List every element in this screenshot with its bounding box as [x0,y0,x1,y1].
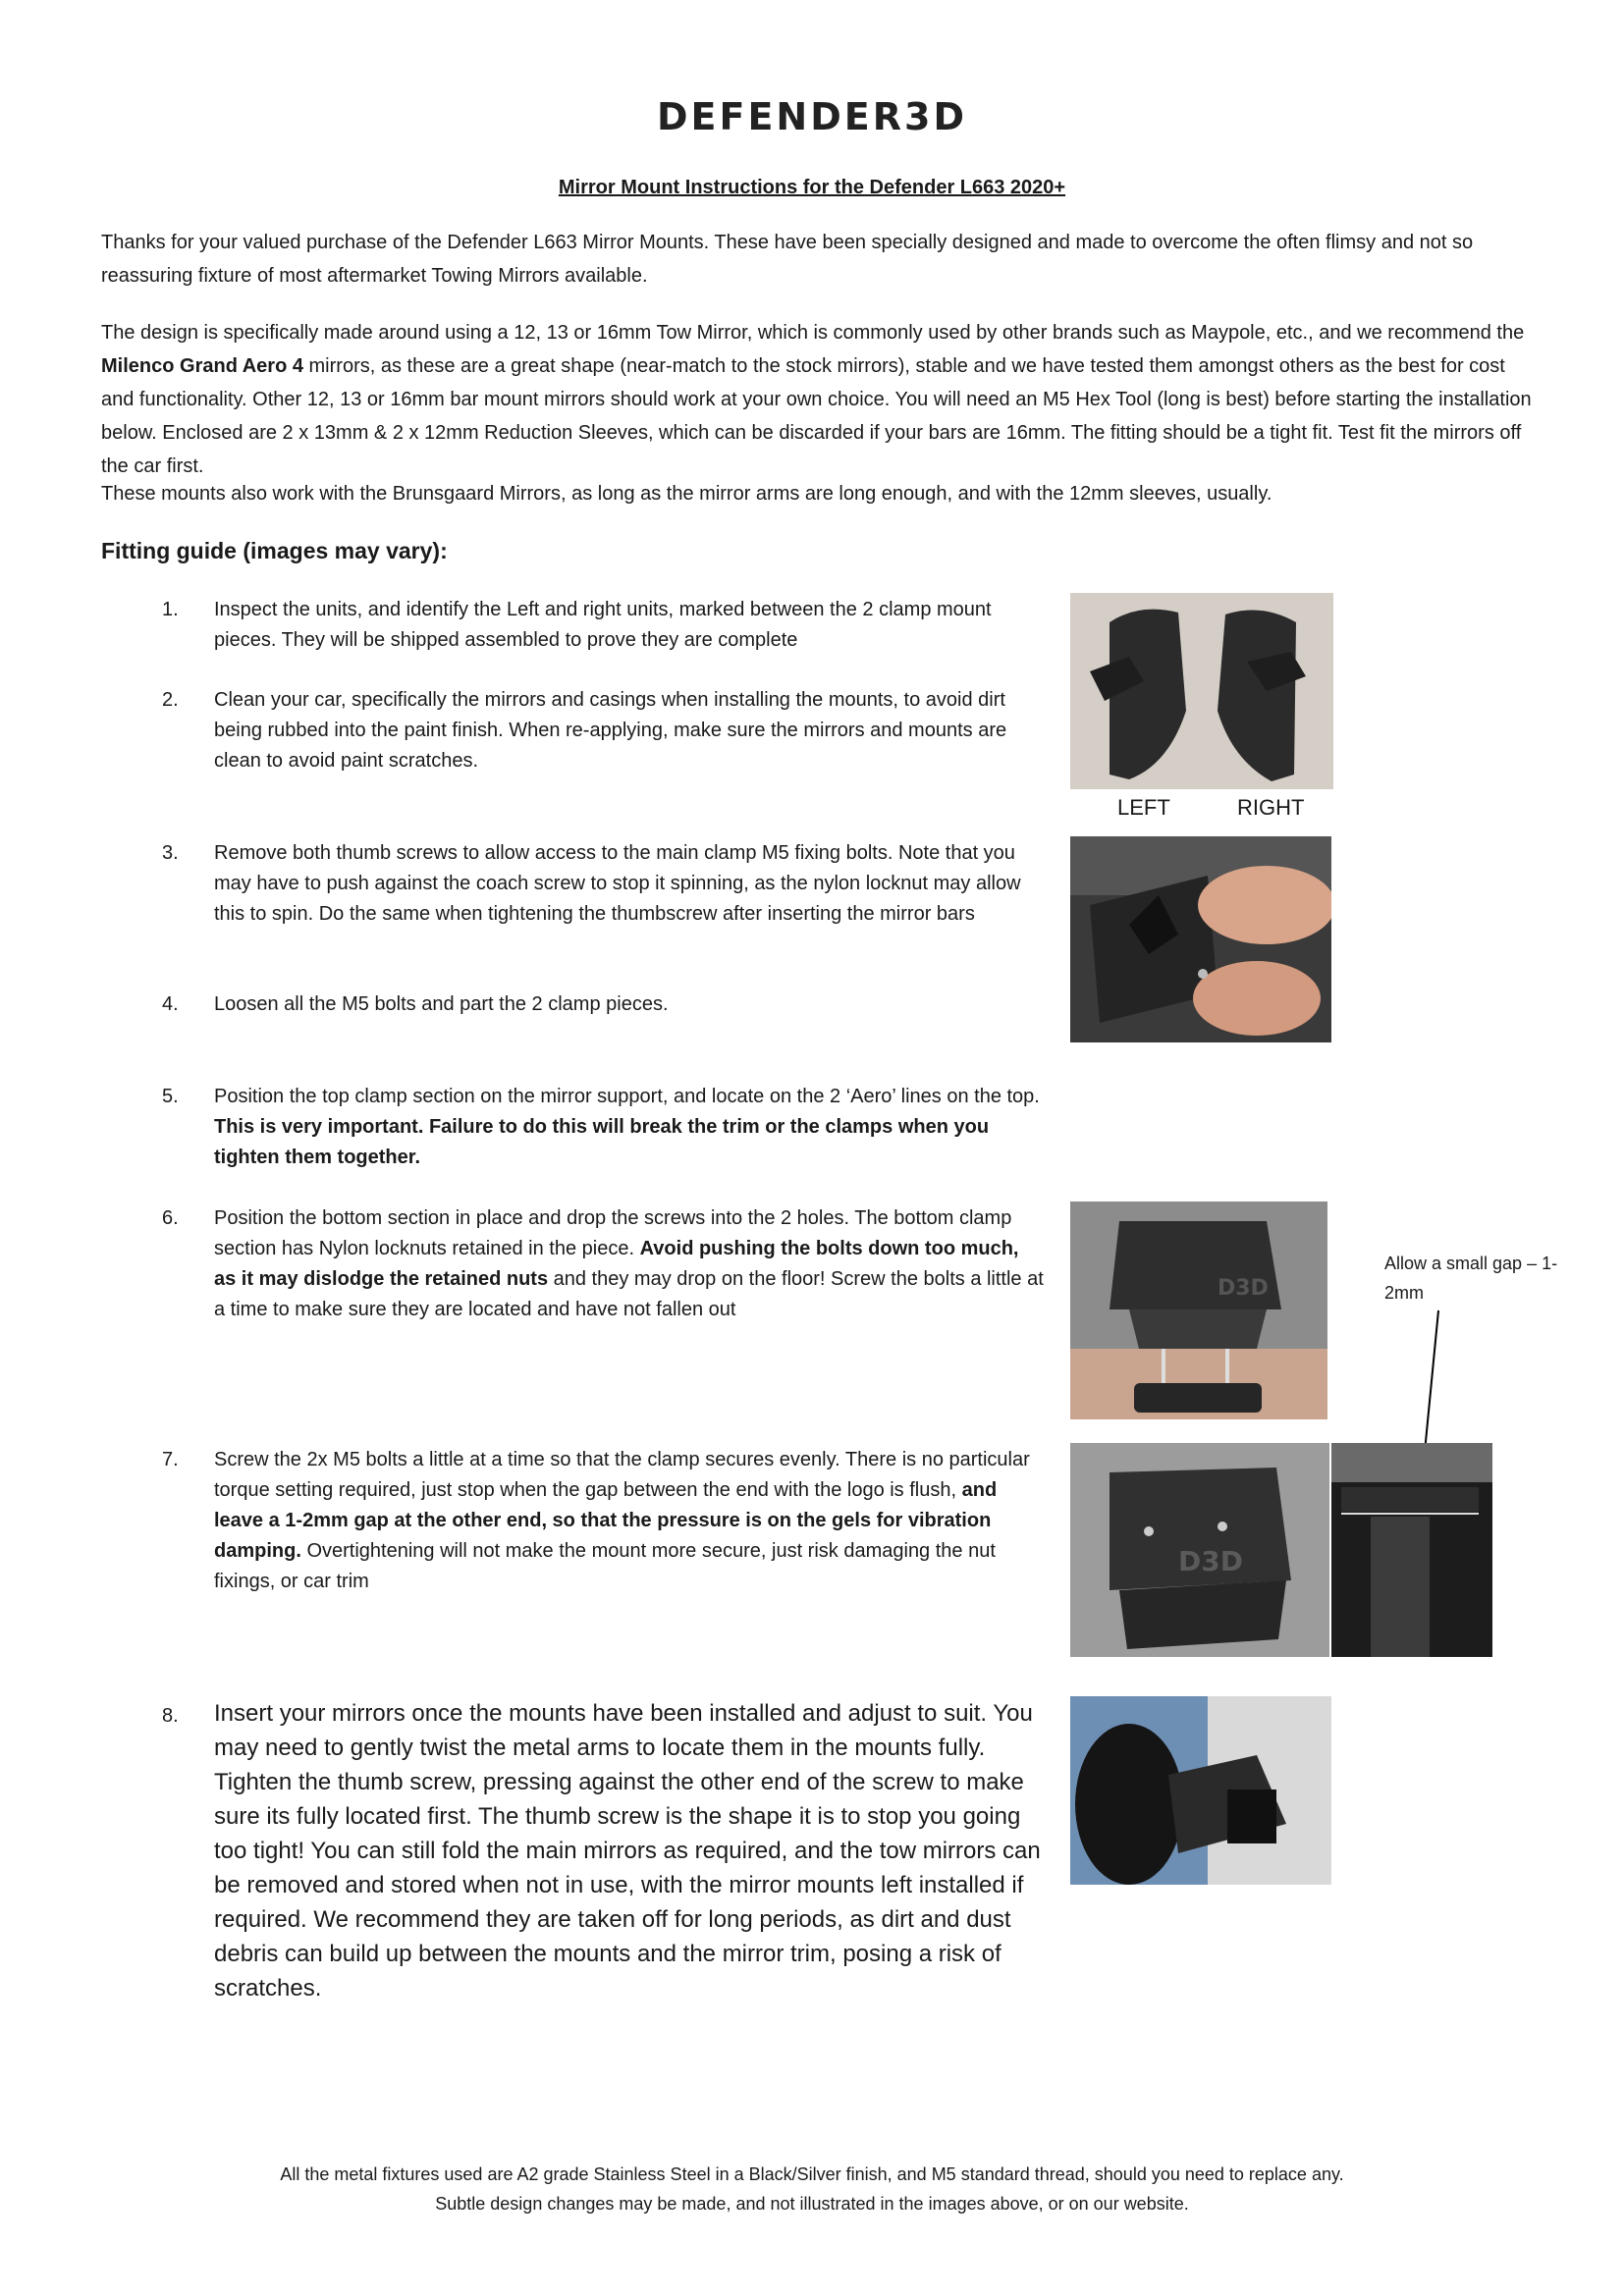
step-number: 2. [162,689,179,711]
step-1 [162,595,1046,656]
gap-closeup-image [1331,1443,1492,1657]
photo-mirror-installed [1070,1696,1331,1885]
step-4 [162,989,1046,1020]
step-text [214,1445,1046,1597]
photo-thumb-screw [1070,836,1331,1042]
mount-units-image [1070,593,1333,789]
step-text-part: and they may drop on the floor! Screw the bolts a little at a time to make sure they are located and have not fallen out [214,1268,1044,1320]
photo-bottom-section [1070,1201,1327,1419]
photo-clamp-logo [1070,1443,1329,1657]
step-number: 6. [162,1207,179,1229]
step-8 [162,1696,1056,2005]
brand-logo [0,94,1624,137]
step-number: 3. [162,842,179,864]
step-number: 1. [162,599,179,620]
step-text: Clean your car, specifically the mirrors and casings when installing the mounts, to avoid dirt being rubbed into the paint finish. When re-applying, make sure the mirrors and mounts are clean to avoid paint scratches. [214,689,1007,772]
step-emphasis: and leave a 1-2mm gap at the other end, so that the pressure is on the gels for vibration damping. [214,1479,998,1562]
intro-text: mirrors, as these are a great shape (near-match to the stock mirrors), stable and we have tested them amongst others as the best for cost and functionality. Other 12, 13 or 16mm bar mount mirrors should work at your own choice. You will need an M5 Hex Tool (long is best) before starting the installation below. Enclosed are 2 x 13mm & 2 x 12mm Reduction Sleeves, which can be discarded if your bars are 16mm. The fitting should be a tight fit. Test fit the mirrors off the car first. [101,355,1532,477]
photo-gap-closeup [1331,1443,1492,1657]
step-3 [162,838,1046,930]
document-title: Mirror Mount Instructions for the Defender L663 2020+ [558,177,1066,198]
step-5 [162,1082,1046,1173]
caption-right: RIGHT [1237,795,1305,820]
step-6 [162,1203,1046,1325]
step-text: Inspect the units, and identify the Left and right units, marked between the 2 clamp mount pieces. They will be shipped assembled to prove they are complete [214,599,992,651]
thumb-screw-image [1070,836,1331,1042]
recommended-product: Milenco Grand Aero 4 [101,355,303,377]
step-text-part: Overtightening will not make the mount more secure, just risk damaging the nut fixings, or car trim [214,1540,996,1592]
step-text-part: Position the bottom section in place and drop the screws into the 2 holes. The bottom clamp section has Nylon locknuts retained in the piece. [214,1207,1012,1259]
logo-wordmark [645,94,979,137]
footer-line-1: All the metal fixtures used are A2 grade Stainless Steel in a Black/Silver finish, and M5 standard thread, should you need to replace any. [280,2164,1344,2184]
clamp-logo-image [1070,1443,1329,1657]
mirror-installed-image [1070,1696,1331,1885]
intro-paragraph-3: These mounts also work with the Brunsgaard Mirrors, as long as the mirror arms are long enough, and with the 12mm sleeves, usually. [101,483,1272,505]
photo-left-right-units [1070,593,1333,789]
footer [0,2160,1624,2218]
intro-text: The design is specifically made around using a 12, 13 or 16mm Tow Mirror, which is commonly used by other brands such as Maypole, etc., and we recommend the [101,322,1525,344]
step-text [214,1082,1046,1173]
intro-paragraph-2 [101,316,1535,483]
intro-paragraph-1: Thanks for your valued purchase of the Defender L663 Mirror Mounts. These have been specially designed and made to overcome the often flimsy and not so reassuring fixture of most aftermarket Towing Mirrors available. [101,232,1474,287]
step-text: Insert your mirrors once the mounts have been installed and adjust to suit. You may need to gently twist the metal arms to locate them in the mounts fully. Tighten the thumb screw, pressing against the other end of the screw to make sure its fully located first. The thumb screw is the shape it is to stop you going too tight! You can still fold the main mirrors as required, and the tow mirrors can be removed and stored when not in use, with the mirror mounts left installed if required. We recommend they are taken off for long periods, as dirt and dust debris can build up between the mounts and the mirror trim, posing a risk of scratches. [214,1700,1041,2002]
step-warning: Avoid pushing the bolts down too much, as it may dislodge the retained nuts [214,1238,1019,1290]
footer-line-2: Subtle design changes may be made, and not illustrated in the images above, or on our website. [435,2194,1189,2214]
step-text-part: Screw the 2x M5 bolts a little at a time so that the clamp secures evenly. There is no particular torque setting required, just stop when the gap between the end with the logo is flush, [214,1449,1030,1501]
step-text: Loosen all the M5 bolts and part the 2 clamp pieces. [214,993,669,1015]
gap-note: Allow a small gap – 1-2mm [1384,1254,1558,1303]
step-2 [162,685,1046,776]
step-number: 7. [162,1449,179,1470]
caption-left: LEFT [1117,795,1170,820]
step-7 [162,1445,1046,1597]
step-warning: This is very important. Failure to do this will break the trim or the clamps when you tighten them together. [214,1116,990,1168]
step-text-part: Position the top clamp section on the mirror support, and locate on the 2 ‘Aero’ lines on the top. [214,1086,1040,1107]
svg-text:D3D: D3D [1218,1276,1269,1301]
fitting-guide-heading: Fitting guide (images may vary): [101,538,448,563]
step-text [214,1203,1046,1325]
svg-text:D3D: D3D [1178,1545,1243,1577]
step-number: 5. [162,1086,179,1107]
svg-text:DEFENDER3D: DEFENDER3D [657,95,967,137]
step-text: Remove both thumb screws to allow access to the main clamp M5 fixing bolts. Note that you may have to push against the coach screw to stop it spinning, as the nylon locknut may allow this to spin. Do the same when tightening the thumbscrew after inserting the mirror bars [214,842,1021,925]
bottom-section-image [1070,1201,1327,1419]
step-number: 8. [162,1705,179,1727]
step-number: 4. [162,993,179,1015]
